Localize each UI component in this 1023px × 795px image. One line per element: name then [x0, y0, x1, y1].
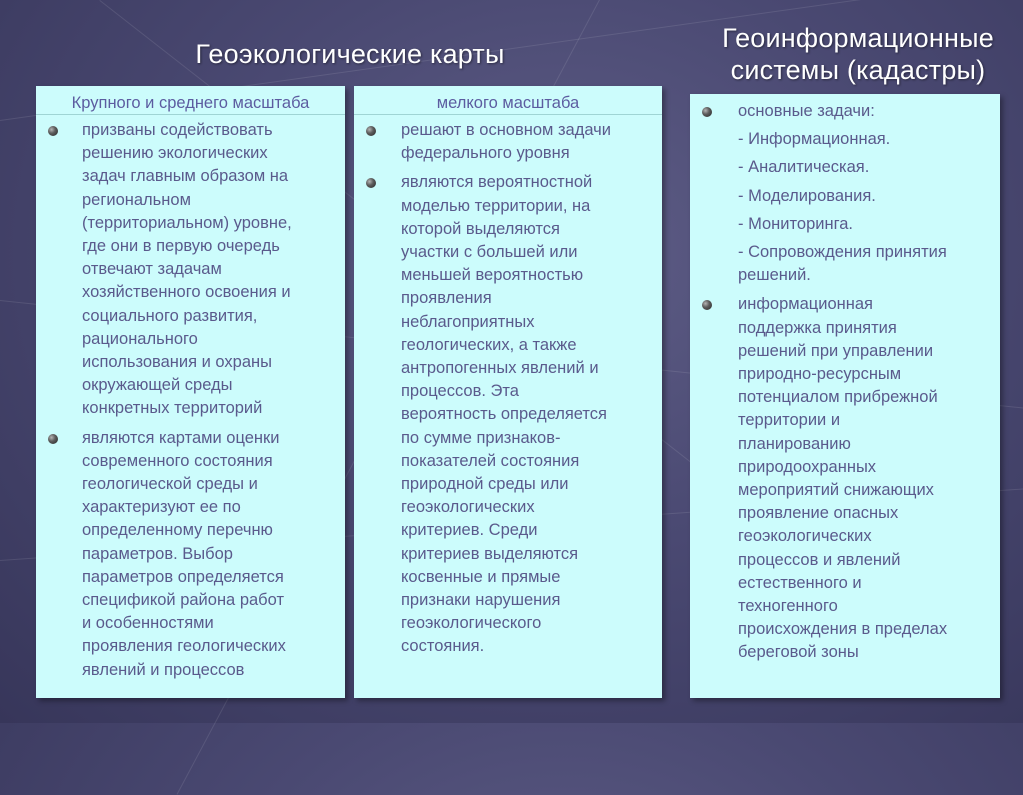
text-line: (территориальном) уровне,: [82, 213, 292, 232]
text-line: и особенностями: [82, 614, 214, 633]
bullet-item: [36, 427, 335, 682]
text-line: неблагоприятных: [401, 312, 535, 331]
text-line: являются вероятностной: [401, 173, 593, 192]
bullet-list: [354, 115, 662, 659]
text-line: меньшей вероятностью: [401, 266, 584, 285]
bullet-list: [36, 115, 345, 682]
text-line: косвенные и прямые: [401, 567, 561, 586]
bullet-dot-icon: [366, 178, 376, 188]
bullet-list: [690, 94, 1000, 665]
title-gis: [688, 22, 1023, 86]
panel-header: мелкого масштаба: [354, 86, 662, 115]
panel-small-scale: [354, 86, 662, 698]
panel-large-scale: [36, 86, 345, 698]
bullet-item: [36, 119, 335, 421]
text-line: решают в основном задачи: [401, 121, 611, 139]
text-line: задач главным образом на: [82, 167, 289, 186]
text-line: которой выделяются: [401, 219, 560, 238]
title-gis-line: Геоинформационные: [722, 23, 994, 53]
bullet-dot-icon: [48, 126, 58, 136]
panel-gis: [690, 94, 1000, 698]
task-item: - Моделирования.: [738, 186, 876, 205]
text-line: процессов и явлений: [738, 550, 901, 569]
text-line: по сумме признаков-: [401, 428, 561, 447]
text-line: проявления геологических: [82, 637, 286, 656]
text-line: характеризуют ее по: [82, 498, 241, 517]
text-line: процессов. Эта: [401, 382, 519, 401]
task-item: [738, 241, 990, 287]
text-line: спецификой района работ: [82, 591, 284, 610]
text-line: рационального: [82, 329, 198, 348]
text-line: являются картами оценки: [82, 428, 280, 447]
task-item: - Аналитическая.: [738, 158, 870, 177]
title-gis-line: системы (кадастры): [730, 55, 986, 85]
text-line: региональном: [82, 190, 191, 209]
bullet-dot-icon: [48, 434, 58, 444]
text-line: участки с большей или: [401, 243, 578, 262]
text-line: параметров. Выбор: [82, 544, 233, 563]
text-line: отвечают задачам: [82, 260, 222, 279]
text-line: решению экологических: [82, 144, 268, 163]
task-item: - Мониторинга.: [738, 214, 853, 233]
bullet-item: [354, 171, 654, 658]
text-line: техногенного: [738, 597, 838, 616]
text-line: признаки нарушения: [401, 591, 561, 610]
bullet-item-tasks: [690, 100, 990, 287]
text-line: вероятность определяется: [401, 405, 607, 424]
text-line: геоэкологического: [401, 614, 542, 633]
text-line: конкретных территорий: [82, 399, 263, 418]
text-line: социального развития,: [82, 306, 258, 325]
bullet-item: [354, 119, 654, 165]
text-line: где они в первую очередь: [82, 237, 280, 256]
text-line: геологических, а также: [401, 335, 577, 354]
text-line: проявление опасных: [738, 504, 899, 523]
text-line: информационная: [738, 295, 873, 314]
text-line: определенному перечню: [82, 521, 273, 540]
text-line: критериев выделяются: [401, 544, 579, 563]
bullet-dot-icon: [366, 126, 376, 136]
bullet-dot-icon: [702, 107, 712, 117]
text-line: состояния.: [401, 637, 485, 656]
text-line: решений при управлении: [738, 341, 934, 360]
text-line: мероприятий снижающих: [738, 481, 934, 500]
text-line: антропогенных явлений и: [401, 359, 599, 378]
text-line: естественного и: [738, 573, 862, 592]
text-line: современного состояния: [82, 451, 273, 470]
text-line: показателей состояния: [401, 451, 580, 470]
text-line: береговой зоны: [738, 643, 859, 662]
text-line: федерального уровня: [401, 144, 570, 163]
text-line: геоэкологических: [401, 498, 535, 517]
text-line: планированию: [738, 434, 851, 453]
bullet-dot-icon: [702, 300, 712, 310]
panel-header: Крупного и среднего масштаба: [36, 86, 345, 115]
text-line: параметров определяется: [82, 567, 284, 586]
text-line: призваны содействовать: [82, 121, 273, 139]
text-line: критериев. Среди: [401, 521, 538, 540]
tasks-label: основные задачи:: [738, 102, 875, 120]
text-line: проявления: [401, 289, 492, 308]
text-line: потенциалом прибрежной: [738, 388, 938, 407]
text-line: - Сопровождения принятия: [738, 243, 947, 262]
text-line: геоэкологических: [738, 527, 872, 546]
text-line: поддержка принятия: [738, 318, 897, 337]
text-line: решений.: [738, 266, 811, 285]
text-line: территории и: [738, 411, 841, 430]
bullet-item-support: [690, 293, 990, 664]
title-geoecological-maps: Геоэкологические карты: [195, 39, 505, 69]
text-line: природоохранных: [738, 457, 877, 476]
text-line: окружающей среды: [82, 376, 233, 395]
text-line: хозяйственного освоения и: [82, 283, 291, 302]
text-line: природной среды или: [401, 475, 569, 494]
text-line: природно-ресурсным: [738, 365, 902, 384]
task-item: - Информационная.: [738, 130, 891, 149]
text-line: явлений и процессов: [82, 660, 245, 679]
text-line: происхождения в пределах: [738, 620, 948, 639]
text-line: моделью территории, на: [401, 196, 591, 215]
text-line: использования и охраны: [82, 353, 272, 372]
text-line: геологической среды и: [82, 475, 258, 494]
